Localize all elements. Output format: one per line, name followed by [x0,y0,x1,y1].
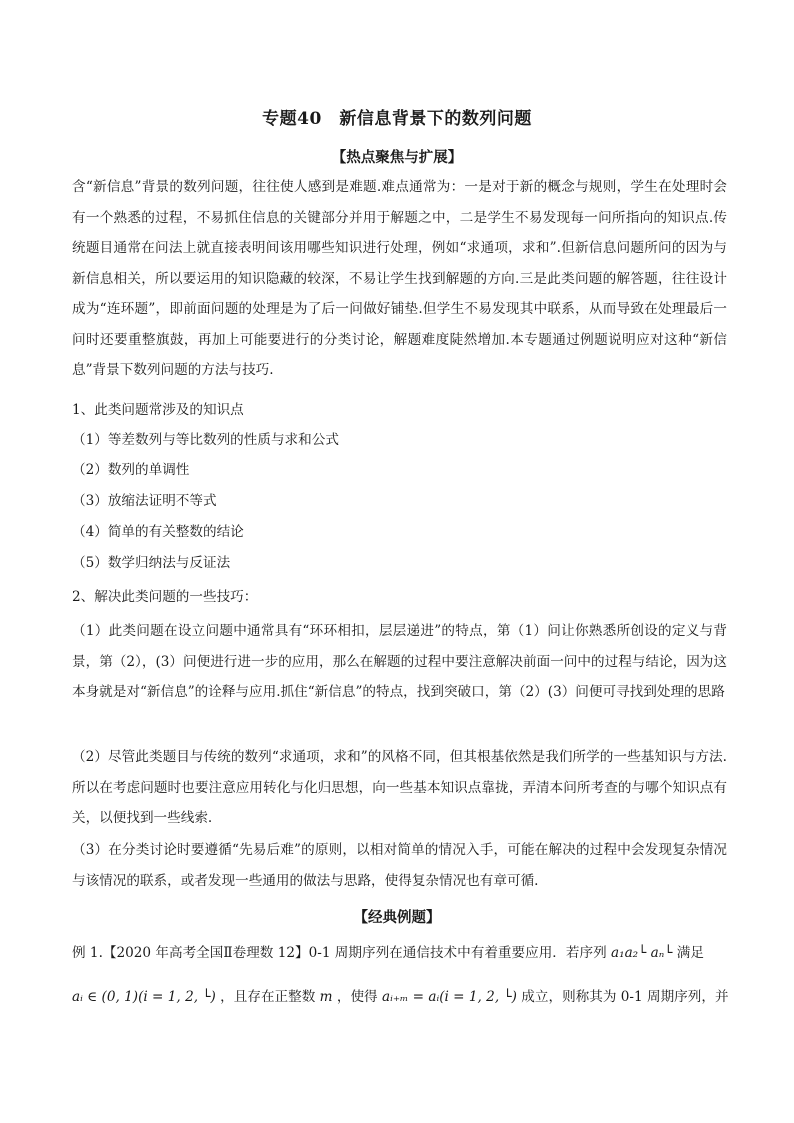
section-heading-examples: 【经典例题】 [353,909,441,926]
example-1-prefix: 例 1.【2020 年高考全国Ⅱ卷理数 12】0-1 周期序列在通信技术中有着重要应用．若序列 [72,945,607,961]
example-1-text: ，且存在正整数 [220,989,316,1005]
intro-paragraph: 含“新信息”背景的数列问题，往往使人感到是难题.难点通常为：一是对于新的概念与规则，学生在处理时会有一个熟悉的过程，不易抓住信息的关键部分并用于解题之中，二是学生不易发现每一问所指向的知识点.传统题目通常在问法上就直接表明间该用哪些知识进行处理，例如“求通项，求和”.但新信息问题所问的因为与新信息相关，所以要运用的知识隐藏的较深，不易让学生找到解题的方向.三是此类问题的解答题，往往设计成为“连环题”，即前面问题的处理是为了后一问做好铺垫.但学生不易发现其中联系，从而导致在处理最后一问时还要重整旗鼓，再加上可能要进行的分类讨论，解题难度陡然增加.本专题通过例题说明应对这种“新信息”背景下数列问题的方法与技巧. [72,179,727,378]
page-title: 专题40 新信息背景下的数列问题 [262,109,532,129]
tip-paragraph: （1）此类问题在设立问题中通常具有“环环相扣，层层递进”的特点，第（1）问让你熟悉所创设的定义与背景，第（2），(3）问便进行进一步的应用，那么在解题的过程中要注意解决前面一问中的过程与结论，因为这本身就是对“新信息”的诠释与应用.抓住“新信息”的特点，找到突破口，第（2）(3）问便可寻找到处理的思路 [72,623,727,700]
list1-title: 1、此类问题常涉及的知识点 [72,402,244,418]
example-1-text: 成立，则称其为 0-1 周期序列，并 [521,989,729,1005]
list1-item: （2）数列的单调性 [72,462,190,478]
variable-m: m [319,989,333,1005]
membership-formula: aᵢ ∈ (0, 1)(i = 1, 2, └) [72,989,216,1005]
section-heading-hot: 【热点聚焦与扩展】 [331,149,463,166]
example-1-text: ，使得 [336,989,378,1005]
sequence-formula: a₁a₂└ aₙ└ [611,945,673,961]
tip-paragraph: （2）尽管此类题目与传统的数列“求通项，求和”的风格不同，但其根基依然是我们所学的一些基知识与方法.所以在考虑问题时也要注意应用转化与化归思想，向一些基本知识点靠拢，弄清本问所考查的与哪个知识点有关，以便找到一些线索. [72,749,727,826]
example-1-suffix: 满足 [676,945,704,961]
list1-item: （5）数学归纳法与反证法 [72,555,231,571]
example-1-line-1 [72,938,732,968]
tip-paragraph: （3）在分类讨论时要遵循“先易后难”的原则，以相对简单的情况入手，可能在解决的过程中会发现复杂情况与该情况的联系，或者发现一些通用的做法与思路，使得复杂情况也有章可循. [72,842,727,889]
list2-title: 2、解决此类问题的一些技巧： [72,589,258,605]
list1-item: （3）放缩法证明不等式 [72,493,217,509]
example-1-line-2 [72,982,732,1012]
list1-item: （4）简单的有关整数的结论 [72,524,244,540]
list1-item: （1）等差数列与等比数列的性质与求和公式 [72,432,339,448]
periodicity-formula: aᵢ₊ₘ = aᵢ(i = 1, 2, └) [381,989,517,1005]
